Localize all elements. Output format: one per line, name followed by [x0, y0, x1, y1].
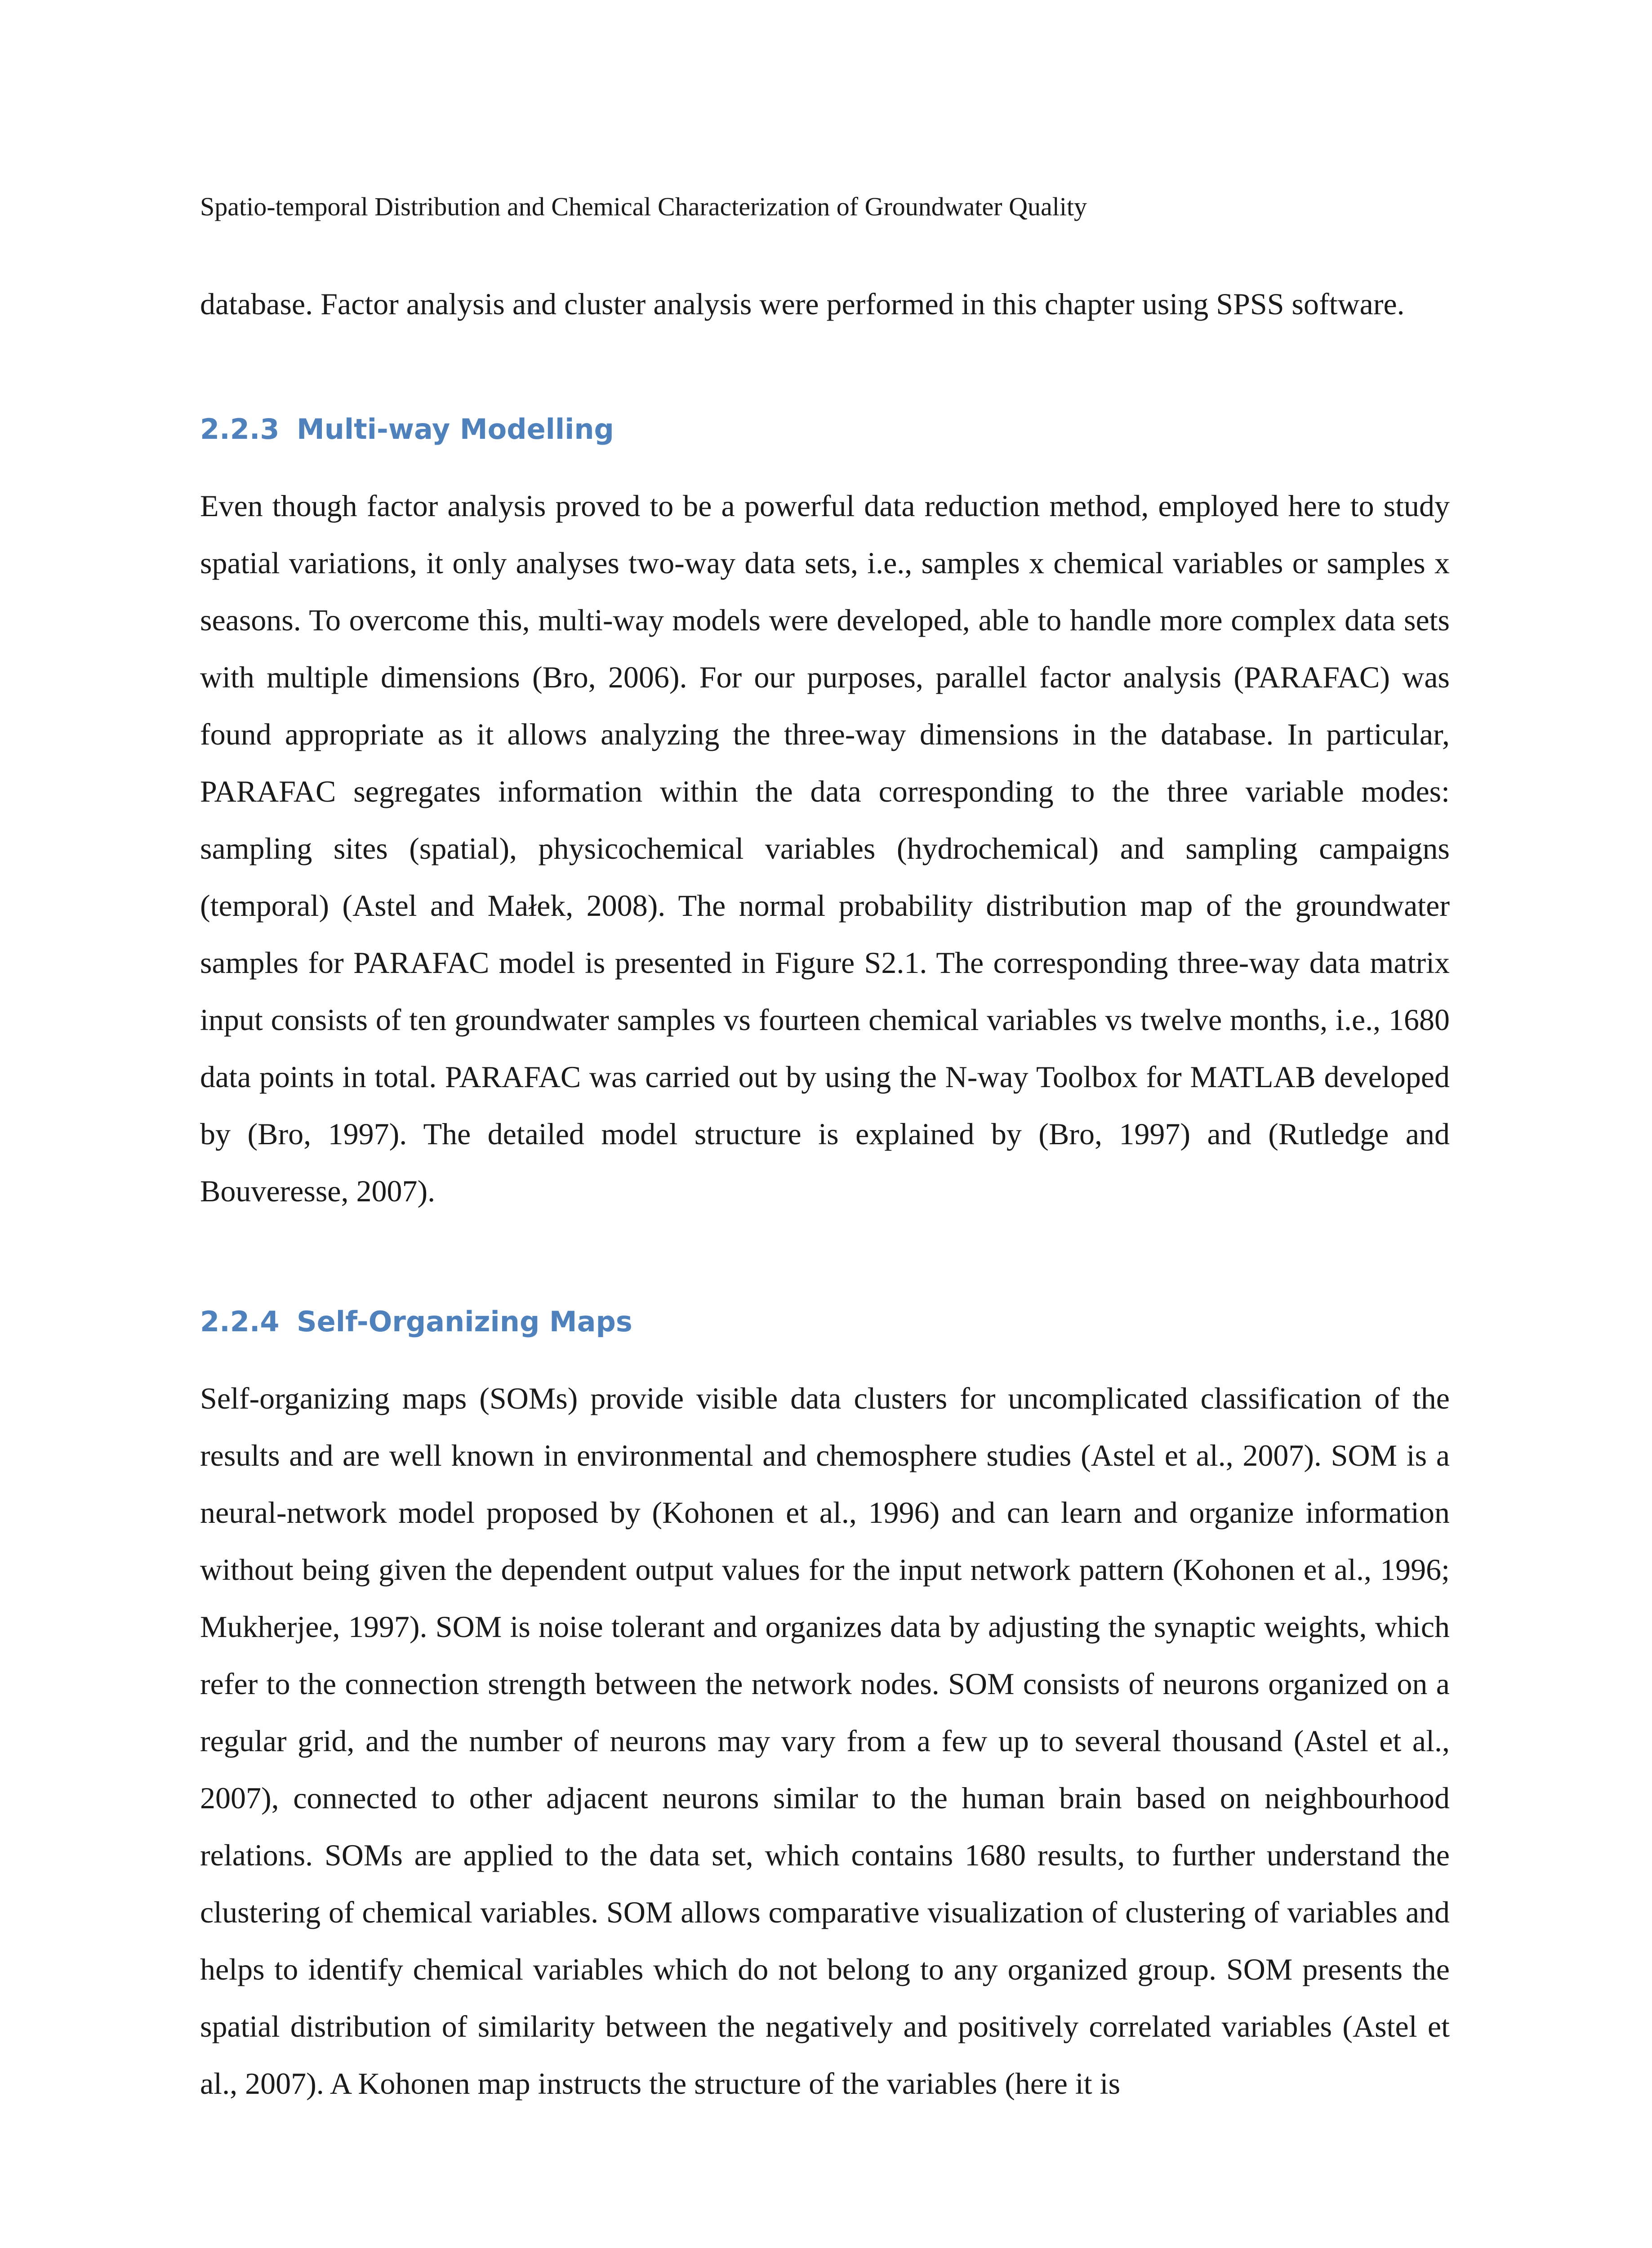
section-heading-multiway — [200, 409, 614, 450]
section-heading-som — [200, 1302, 632, 1342]
som-paragraph: Self-organizing maps (SOMs) provide visible data clusters for uncomplicated classification of the results and are well known in environmental and chemosphere studies (Astel et al., 2007). SOM is a neural-network model proposed by (Kohonen et al., 1996) and can learn and organize information without being given the dependent output values for the input network pattern (Kohonen et al., 1996; Mukherjee, 1997). SOM is noise tolerant and organizes data by adjusting the synaptic weights, which refer to the connection strength between the network nodes. SOM consists of neurons organized on a regular grid, and the number of neurons may vary from a few up to several thousand (Astel et al., 2007), connected to other adjacent neurons similar to the human brain based on neighbourhood relations. SOMs are applied to the data set, which contains 1680 results, to further understand the clustering of chemical variables. SOM allows comparative visualization of clustering of variables and helps to identify chemical variables which do not belong to any organized group. SOM presents the spatial distribution of similarity between the negatively and positively correlated variables (Astel et al., 2007). A Kohonen map instructs the structure of the variables (here it is — [200, 1381, 1450, 2101]
running-header: Spatio-temporal Distribution and Chemical Characterization of Groundwater Quality — [200, 192, 1087, 221]
multiway-paragraph: Even though factor analysis proved to be a powerful data reduction method, employed here to study spatial variations, it only analyses two-way data sets, i.e., samples x chemical variables or samples x seasons. To overcome this, multi-way models were developed, able to handle more complex data sets with multiple dimensions (Bro, 2006). For our purposes, parallel factor analysis (PARAFAC) was found appropriate as it allows analyzing the three-way dimensions in the database. In particular, PARAFAC segregates information within the data corresponding to the three variable modes: sampling sites (spatial), physicochemical variables (hydrochemical) and sampling campaigns (temporal) (Astel and Małek, 2008). The normal probability distribution map of the groundwater samples for PARAFAC model is presented in Figure S2.1. The corresponding three-way data matrix input consists of ten groundwater samples vs fourteen chemical variables vs twelve months, i.e., 1680 data points in total. PARAFAC was carried out by using the N-way Toolbox for MATLAB developed by (Bro, 1997). The detailed model structure is explained by (Bro, 1997) and (Rutledge and Bouveresse, 2007). — [200, 489, 1450, 1208]
section-number: 2.2.4 — [200, 1305, 280, 1338]
intro-paragraph: database. Factor analysis and cluster analysis were performed in this chapter using SPSS software. — [200, 287, 1405, 321]
section-title: Self-Organizing Maps — [297, 1305, 632, 1338]
section-number: 2.2.3 — [200, 413, 280, 446]
section-title: Multi-way Modelling — [297, 413, 614, 446]
